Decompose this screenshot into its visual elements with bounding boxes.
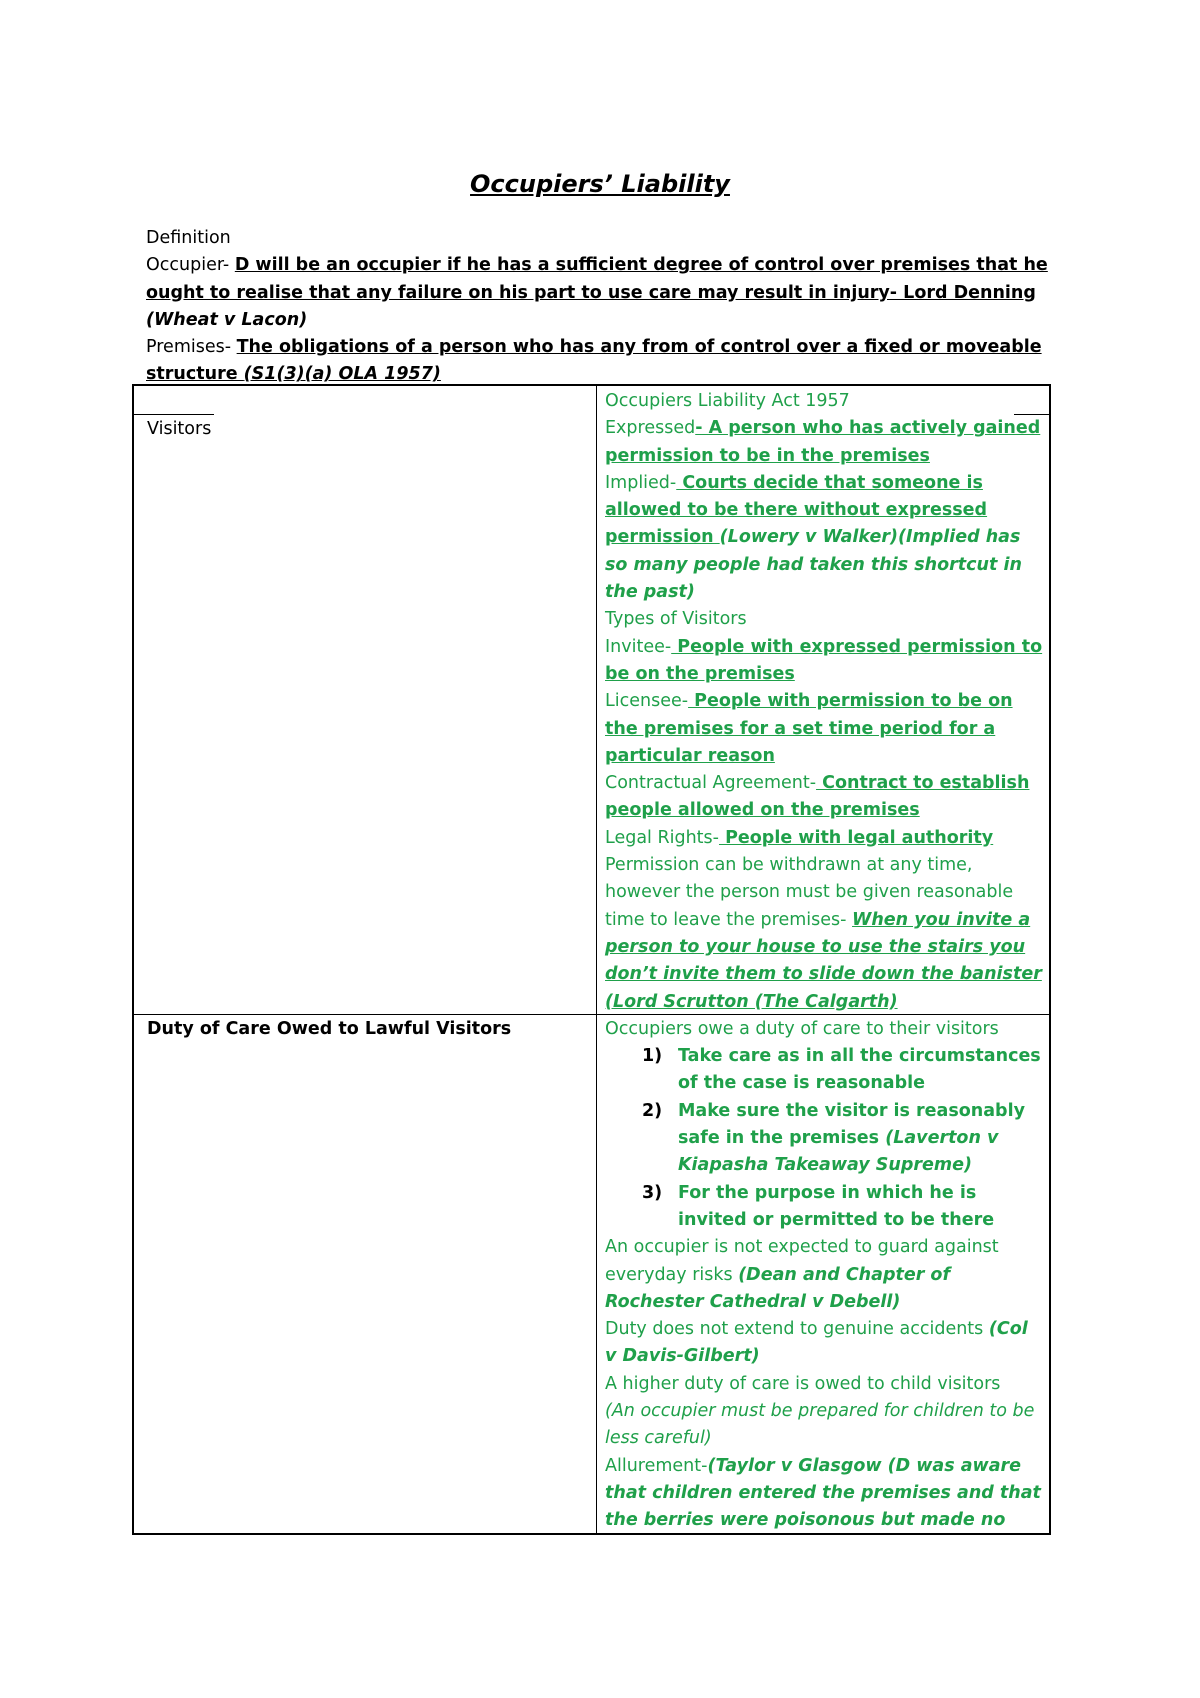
licensee-text: People with permission to be on the premises for a set time period for a particular reason (605, 691, 1013, 766)
page-title: Occupiers’ Liability (470, 170, 730, 198)
duty-list-item (605, 1043, 1045, 1098)
everyday-risks-text: An occupier is not expected to guard against everyday risks (605, 1237, 999, 1285)
duty-list (605, 1043, 1045, 1234)
types-heading: Types of Visitors (605, 609, 747, 630)
everyday-risks-entry (605, 1234, 1045, 1316)
withdraw-text: Permission can be withdrawn at any time, however the person must be given reasonable time to leave the premises- (605, 855, 1014, 930)
child-visitors-note: (An occupier must be prepared for children to be less careful) (605, 1400, 1035, 1449)
occupier-label: Occupier- (146, 255, 235, 276)
right-column (605, 388, 1045, 1534)
contractual-entry (605, 770, 1045, 825)
list-item-text: Take care as in all the circumstances of the case is reasonable (678, 1046, 1041, 1094)
premises-ref: (S1(3)(a) OLA 1957) (243, 364, 441, 385)
occupier-case: (Wheat v Lacon) (146, 309, 308, 330)
notes-table (132, 384, 1051, 1535)
legal-rights-entry (605, 825, 1045, 852)
implied-entry (605, 470, 1045, 606)
child-visitors-text: A higher duty of care is owed to child visitors (605, 1373, 1001, 1394)
withdraw-example: When you invite a person to your house to use the stairs you don’t invite them to slide down the banister (605, 909, 1042, 985)
duty-label: Duty of Care Owed to Lawful Visitors (147, 1019, 512, 1039)
contractual-label: Contractual Agreement- (605, 773, 817, 794)
act-header: Occupiers Liability Act 1957 (605, 391, 850, 411)
accidents-case: (Col v Davis-Gilbert) (605, 1319, 1028, 1367)
definition-heading: Definition (146, 228, 231, 248)
invitee-label: Invitee- (605, 636, 672, 657)
withdraw-entry (605, 852, 1045, 1016)
allurement-case: (Taylor v Glasgow (D was aware that children entered the premises and that the berries were poisonous but made no (605, 1455, 1041, 1531)
implied-label: Implied- (605, 472, 677, 493)
duty-list-item (605, 1180, 1045, 1235)
legal-rights-label: Legal Rights- (605, 827, 719, 848)
visitors-label: Visitors (147, 419, 212, 439)
list-number: 1) (642, 1046, 663, 1067)
invitee-entry (605, 634, 1045, 689)
legal-rights-text: People with legal authority (718, 827, 994, 848)
accidents-entry (605, 1316, 1045, 1371)
invitee-text: People with expressed permission to be on the premises (605, 636, 1043, 684)
premises-definition (146, 334, 1066, 389)
occupier-text: D will be an occupier if he has a sufficient degree of control over premises that he ought to realise that any failure on his part to use care may result in injury- Lord Denning (146, 255, 1048, 303)
licensee-label: Licensee- (605, 691, 689, 712)
everyday-risks-case: (Dean and Chapter of Rochester Cathedral v Debell) (605, 1264, 951, 1312)
list-number: 2) (642, 1100, 663, 1121)
accidents-text: Duty does not extend to genuine accidents (605, 1319, 989, 1340)
licensee-entry (605, 688, 1045, 770)
occupier-definition (146, 252, 1066, 334)
expressed-text: - A person who has actively gained permission to be in the premises (605, 418, 1041, 466)
definition-section (146, 225, 1066, 389)
allurement-label: Allurement- (605, 1455, 708, 1476)
implied-case: (Lowery v Walker)(Implied has so many people had taken this shortcut in the past) (605, 527, 1022, 603)
allurement-entry (605, 1453, 1045, 1535)
duty-list-item (605, 1098, 1045, 1180)
list-item-case: (Laverton v Kiapasha Takeaway Supreme) (678, 1128, 999, 1176)
contractual-text: Contract to establish people allowed on the premises (605, 773, 1030, 821)
premises-text: The obligations of a person who has any from of control over a fixed or moveable structure (146, 337, 1042, 385)
row-divider (134, 414, 214, 415)
column-divider (596, 386, 597, 1533)
premises-label: Premises- (146, 337, 237, 358)
implied-text: Courts decide that someone is allowed to be there without expressed permission (605, 472, 988, 548)
duty-intro: Occupiers owe a duty of care to their visitors (605, 1018, 999, 1039)
withdraw-case: (Lord Scrutton (The Calgarth) (605, 991, 898, 1012)
expressed-label: Expressed (605, 418, 696, 439)
list-item-text: Make sure the visitor is reasonably safe in the premises (678, 1100, 1025, 1149)
expressed-entry (605, 415, 1045, 470)
list-number: 3) (642, 1182, 663, 1203)
list-item-text: For the purpose in which he is invited or permitted to be there (678, 1182, 995, 1230)
